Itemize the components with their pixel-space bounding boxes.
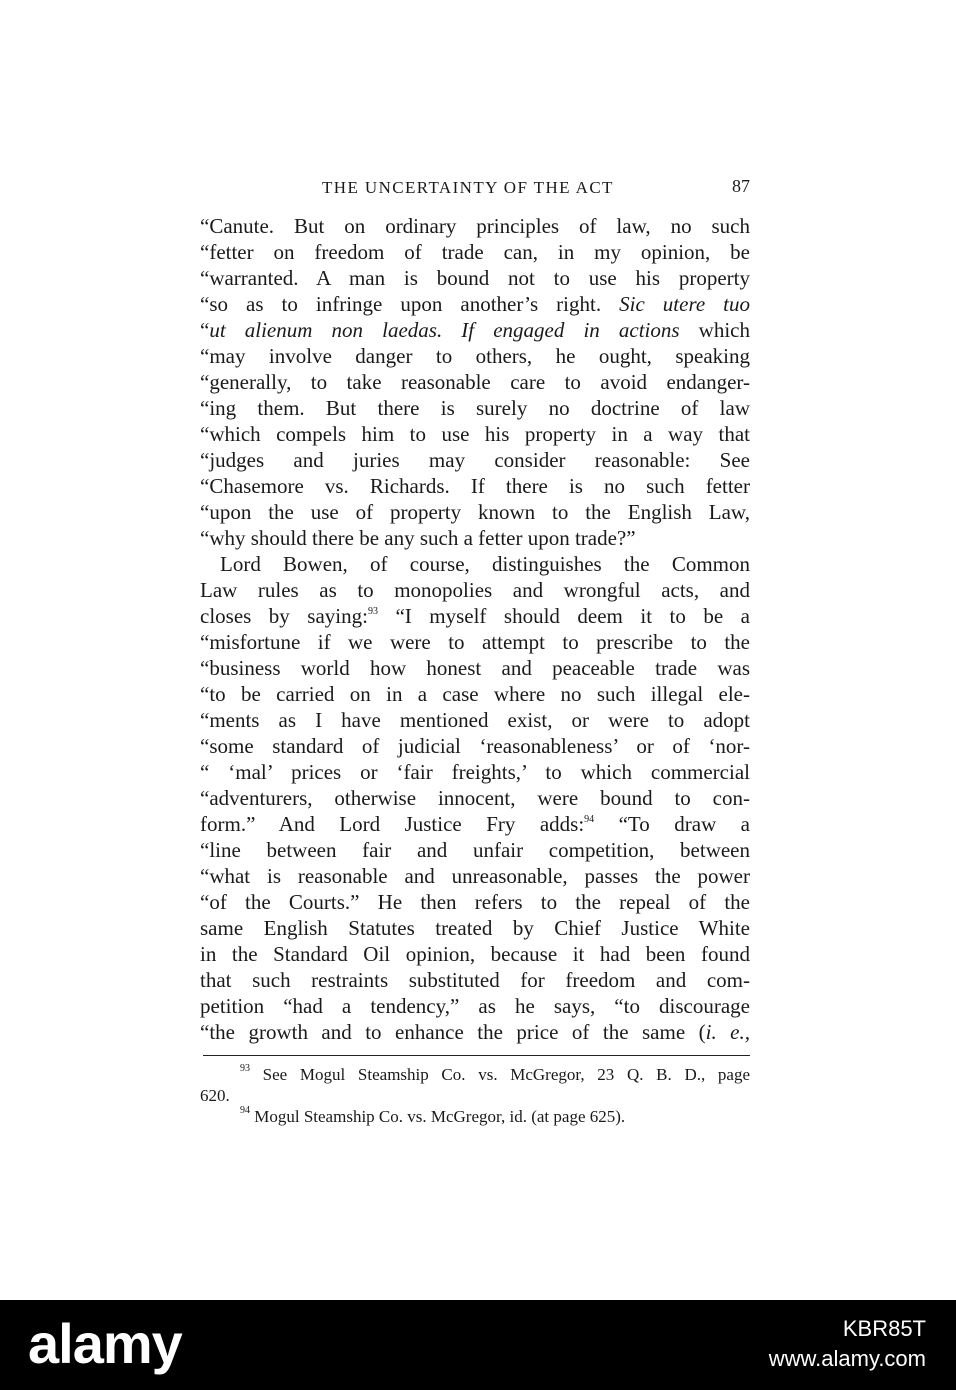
line-text: “misfortune if we were to attempt to prescribe to the	[200, 630, 750, 654]
footnotes	[200, 1064, 750, 1127]
italic-text: Sic utere tuo	[619, 292, 750, 316]
footnote-marker: 93	[240, 1064, 250, 1074]
footnote-rule	[203, 1055, 750, 1056]
footnote-text: See Mogul Steamship Co. vs. McGregor, 23 Q. B. D., page	[250, 1065, 750, 1084]
line-text: “judges and juries may consider reasonable: See	[200, 448, 750, 472]
page-number: 87	[732, 176, 750, 196]
footnote-marker: 94	[240, 1106, 250, 1116]
text-line	[200, 1019, 750, 1045]
image-id: KBR85T	[842, 1316, 926, 1341]
line-text: “Canute. But on ordinary principles of law, no such	[200, 214, 750, 238]
watermark-url: www.alamy.com	[768, 1346, 926, 1371]
text-line	[200, 837, 750, 863]
line-text: form.” And Lord Justice Fry adds:	[200, 812, 585, 836]
text-line	[200, 915, 750, 941]
text-line	[200, 993, 750, 1019]
text-line	[200, 889, 750, 915]
text-line	[200, 655, 750, 681]
footnote-text: 620.	[200, 1086, 230, 1105]
line-text: “ ‘mal’ prices or ‘fair freights,’ to which commercial	[200, 760, 750, 784]
text-line	[200, 343, 750, 369]
text-line	[200, 239, 750, 265]
text-line	[200, 733, 750, 759]
text-line	[200, 577, 750, 603]
italic-text: i. e.,	[705, 1020, 750, 1044]
footnote	[200, 1085, 750, 1106]
text-line	[200, 629, 750, 655]
text-line	[200, 291, 750, 317]
text-line	[200, 681, 750, 707]
text-line	[200, 759, 750, 785]
running-head	[205, 176, 750, 202]
line-text: “so as to infringe upon another’s right.	[200, 292, 620, 316]
text-line	[200, 369, 750, 395]
text-line	[200, 785, 750, 811]
text-line	[200, 707, 750, 733]
line-text: “business world how honest and peaceable trade was	[200, 656, 750, 680]
text-line	[200, 811, 750, 837]
text-line	[200, 967, 750, 993]
line-text: “To draw a	[594, 812, 750, 836]
text-line	[200, 499, 750, 525]
line-text: “line between fair and unfair competition, between	[200, 838, 750, 862]
line-text: Law rules as to monopolies and wrongful acts, and	[200, 578, 750, 602]
line-text: “why should there be any such a fetter upon trade?”	[200, 526, 636, 550]
text-line	[200, 551, 750, 577]
text-line	[200, 317, 750, 343]
line-text: “the growth and to enhance the price of the same (	[200, 1020, 706, 1044]
line-text: “upon the use of property known to the English Law,	[200, 500, 750, 524]
text-line	[200, 863, 750, 889]
footnote	[200, 1064, 750, 1085]
italic-text: ut alienum non laedas. If engaged in actions	[209, 318, 680, 342]
footnote-text: Mogul Steamship Co. vs. McGregor, id. (at page 625).	[250, 1107, 626, 1126]
line-text: “adventurers, otherwise innocent, were bound to con-	[200, 786, 750, 810]
watermark-banner	[0, 1300, 956, 1390]
line-text: in the Standard Oil opinion, because it had been found	[200, 942, 750, 966]
alamy-logo: alamy	[28, 1312, 182, 1375]
line-text: “ing them. But there is surely no doctrine of law	[200, 396, 750, 420]
footnote-ref: 94	[584, 814, 595, 825]
line-text: “	[200, 318, 210, 342]
running-title: THE UNCERTAINTY OF THE ACT	[322, 178, 614, 197]
text-line	[200, 395, 750, 421]
text-line	[200, 265, 750, 291]
line-text: “warranted. A man is bound not to use his property	[200, 266, 750, 290]
line-text: “Chasemore vs. Richards. If there is no such fetter	[200, 474, 750, 498]
line-text: “which compels him to use his property in a way that	[200, 422, 750, 446]
line-text: “some standard of judicial ‘reasonableness’ or of ‘nor-	[200, 734, 750, 758]
line-text: “of the Courts.” He then refers to the repeal of the	[200, 890, 750, 914]
text-line	[200, 525, 750, 551]
line-text: “fetter on freedom of trade can, in my opinion, be	[200, 240, 750, 264]
text-line	[200, 421, 750, 447]
line-text: that such restraints substituted for freedom and com-	[200, 968, 750, 992]
line-text: which	[679, 318, 750, 342]
footnote	[200, 1106, 750, 1127]
line-text: same English Statutes treated by Chief Justice White	[200, 916, 750, 940]
text-line	[200, 473, 750, 499]
text-line	[200, 941, 750, 967]
line-text: “ments as I have mentioned exist, or were to adopt	[200, 708, 750, 732]
line-text: petition “had a tendency,” as he says, “to discourage	[200, 994, 750, 1018]
text-line	[200, 213, 750, 239]
line-text: closes by saying:	[200, 604, 368, 628]
line-text: “what is reasonable and unreasonable, passes the power	[200, 864, 750, 888]
line-text: “generally, to take reasonable care to avoid endanger-	[200, 370, 750, 394]
line-text: “to be carried on in a case where no such illegal ele-	[200, 682, 750, 706]
text-line	[200, 447, 750, 473]
footnote-ref: 93	[367, 606, 378, 617]
line-text: “may involve danger to others, he ought, speaking	[200, 344, 750, 368]
body-text	[200, 213, 750, 1045]
line-text: “I myself should deem it to be a	[377, 604, 750, 628]
text-line	[200, 603, 750, 629]
line-text: Lord Bowen, of course, distinguishes the Common	[220, 552, 750, 576]
